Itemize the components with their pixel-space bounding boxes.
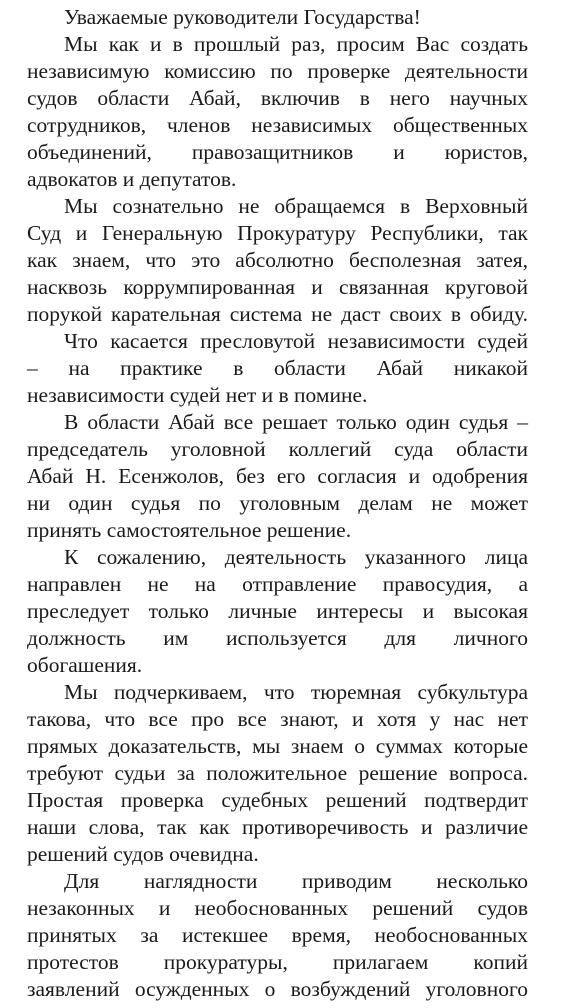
text-line: объединений, правозащитников и юристов, [27,140,528,164]
text-line: порукой карательная система не даст своих в обиду. [27,302,528,326]
text-line: преследует только личные интересы и высокая [27,599,528,623]
text-line: адвокатов и депутатов. [27,167,237,191]
text-line: обогашения. [27,653,143,677]
text-line: прямых доказательств, мы знаем о суммах которые [27,734,528,758]
text-line: направлен не на отправление правосудия, а [27,572,528,596]
text-line: заявлений осужденных о возбуждений уголовного [27,977,528,1001]
text-line: сотрудников, членов независимых общественных [27,113,528,137]
text-line: К сожалению, деятельность указанного лица [64,545,528,569]
text-line: принятых за истекшее время, необоснованных [27,923,528,947]
text-line: – на практике в области Абай никакой [27,356,528,380]
text-line: принять самостоятельное решение. [27,518,352,542]
text-line: судов области Абай, включив в него научных [27,86,528,110]
text-line: В области Абай все решает только один судья – [64,410,528,434]
text-line: незаконных и необоснованных решений судов [27,896,528,920]
text-line: независимости судей нет и в помине. [27,383,368,407]
text-line: Что касается пресловутой независимости судей [64,329,528,353]
text-line: должность им используется для личного [27,626,528,650]
text-line: такова, что все про все знают, и хотя у нас нет [27,707,528,731]
text-line: ни один судья по уголовным делам не может [27,491,528,515]
text-line: протестов прокуратуры, прилагаем копий [27,950,528,974]
text-line: наши слова, так как противоречивость и различие [27,815,528,839]
document-body [27,4,528,1003]
text-line: Для наглядности приводим несколько [64,869,528,893]
text-line: Мы сознательно не обращаемся в Верховный [64,194,528,218]
text-line: Абай Н. Есенжолов, без его согласия и одобрения [27,464,528,488]
text-line: председатель уголовной коллегий суда области [27,437,528,461]
text-line: независимую комиссию по проверке деятельности [27,59,528,83]
text-line: Мы как и в прошлый раз, просим Вас создать [64,32,528,56]
text-line: требуют судьи за положительное решение вопроса. [27,761,528,785]
text-line: Мы подчеркиваем, что тюремная субкультура [64,680,528,704]
text-line: насквозь коррумпированная и связанная круговой [27,275,528,299]
text-line: решений судов очевидна. [27,842,259,866]
text-line: Суд и Генеральную Прокуратуру Республики, так [27,221,528,245]
text-line: как знаем, что это абсолютно бесполезная затея, [27,248,528,272]
text-line: Простая проверка судебных решений подтвердит [27,788,528,812]
text-line: Уважаемые руководители Государства! [64,5,421,29]
